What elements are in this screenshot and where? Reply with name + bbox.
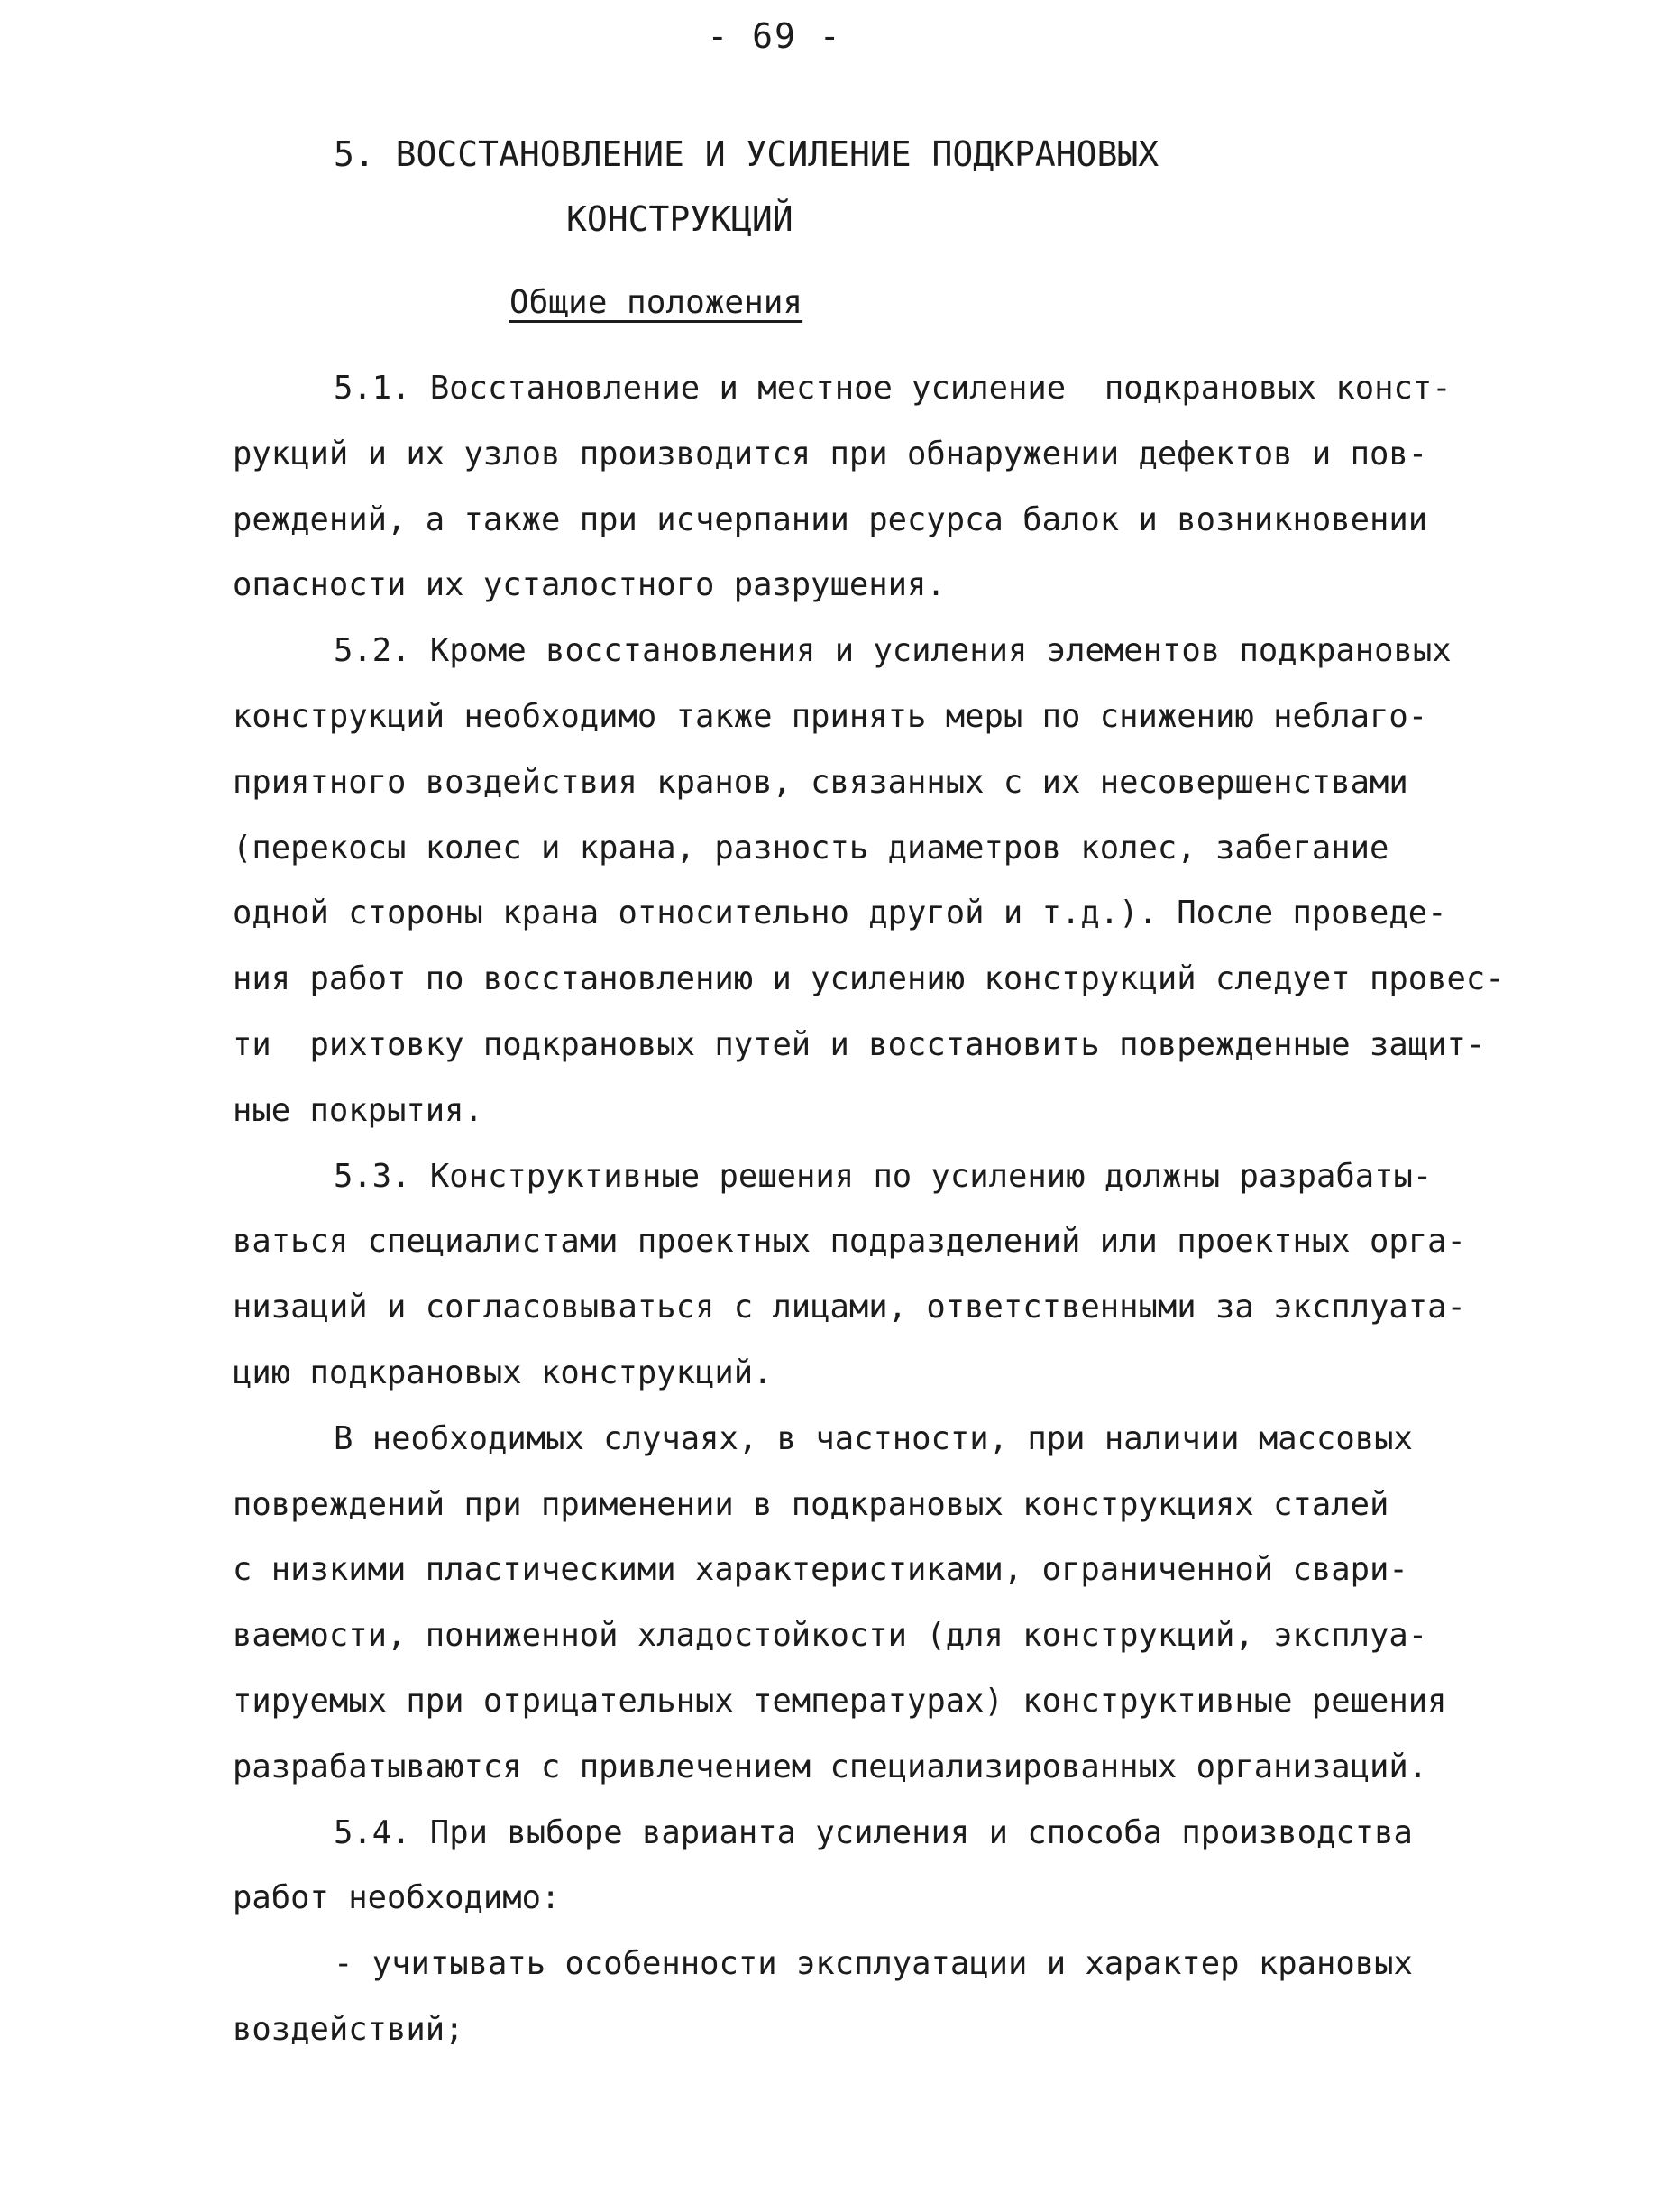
text-line: 5.1. Восстановление и местное усиление подкрановых конст- [334,370,1452,407]
section-heading: Общие положения [509,284,803,321]
list-item [233,1932,1567,2063]
text-line: опасности их усталостного разрушения. [233,566,946,604]
text-line: низаций и согласовываться с лицами, ответственными за эксплуата- [233,1289,1466,1326]
paragraph-special-cases [233,1407,1567,1801]
body-text [233,356,1567,2063]
paragraph-5-3 [233,1144,1567,1407]
text-line: рукций и их узлов производится при обнаружении дефектов и пов- [233,435,1428,473]
text-line: ти рихтовку подкрановых путей и восстановить поврежденные защит- [233,1025,1486,1063]
chapter-title-line-2: КОНСТРУКЦИЙ [566,199,793,239]
text-line: 5.2. Кроме восстановления и усиления элементов подкрановых [334,632,1452,670]
text-line: работ необходимо: [233,1879,561,1917]
text-line: реждений, а также при исчерпании ресурса балок и возникновении [233,500,1428,538]
chapter-title-line-1: 5. ВОССТАНОВЛЕНИЕ И УСИЛЕНИЕ ПОДКРАНОВЫХ [334,134,1159,174]
text-line: ваться специалистами проектных подразделений или проектных орга- [233,1223,1466,1261]
text-line: 5.3. Конструктивные решения по усилению должны разрабаты- [334,1157,1433,1195]
text-line: - учитывать особенности эксплуатации и характер крановых [334,1945,1413,1983]
paragraph-5-4 [233,1801,1567,1932]
text-line: ные покрытия. [233,1091,483,1129]
chapter-title [334,122,1159,252]
text-line: (перекосы колес и крана, разность диаметров колес, забегание [233,829,1389,867]
text-line: с низкими пластическими характеристиками, ограниченной свари- [233,1551,1408,1589]
text-line: цию подкрановых конструкций. [233,1354,773,1391]
text-line: В необходимых случаях, в частности, при наличии массовых [334,1419,1413,1457]
text-line: одной стороны крана относительно другой и т.д.). После проведе- [233,895,1447,932]
text-line: 5.4. При выборе варианта усиления и способа производства [334,1813,1413,1851]
text-line: воздействий; [233,2010,464,2048]
text-line: повреждений при применении в подкрановых конструкциях сталей [233,1485,1389,1523]
paragraph-5-2 [233,619,1567,1143]
page-number: - 69 - [707,16,842,56]
text-line: разрабатываются с привлечением специализированных организаций. [233,1748,1428,1785]
text-line: приятного воздействия кранов, связанных с их несовершенствами [233,763,1408,801]
text-line: конструкций необходимо также принять меры по снижению неблаго- [233,697,1428,735]
text-line: ния работ по восстановлению и усилению конструкций следует провес- [233,960,1505,998]
paragraph-5-1 [233,356,1567,619]
text-line: ваемости, пониженной хладостойкости (для конструкций, эксплуа- [233,1617,1428,1655]
text-line: тируемых при отрицательных температурах) конструктивные решения [233,1682,1447,1720]
